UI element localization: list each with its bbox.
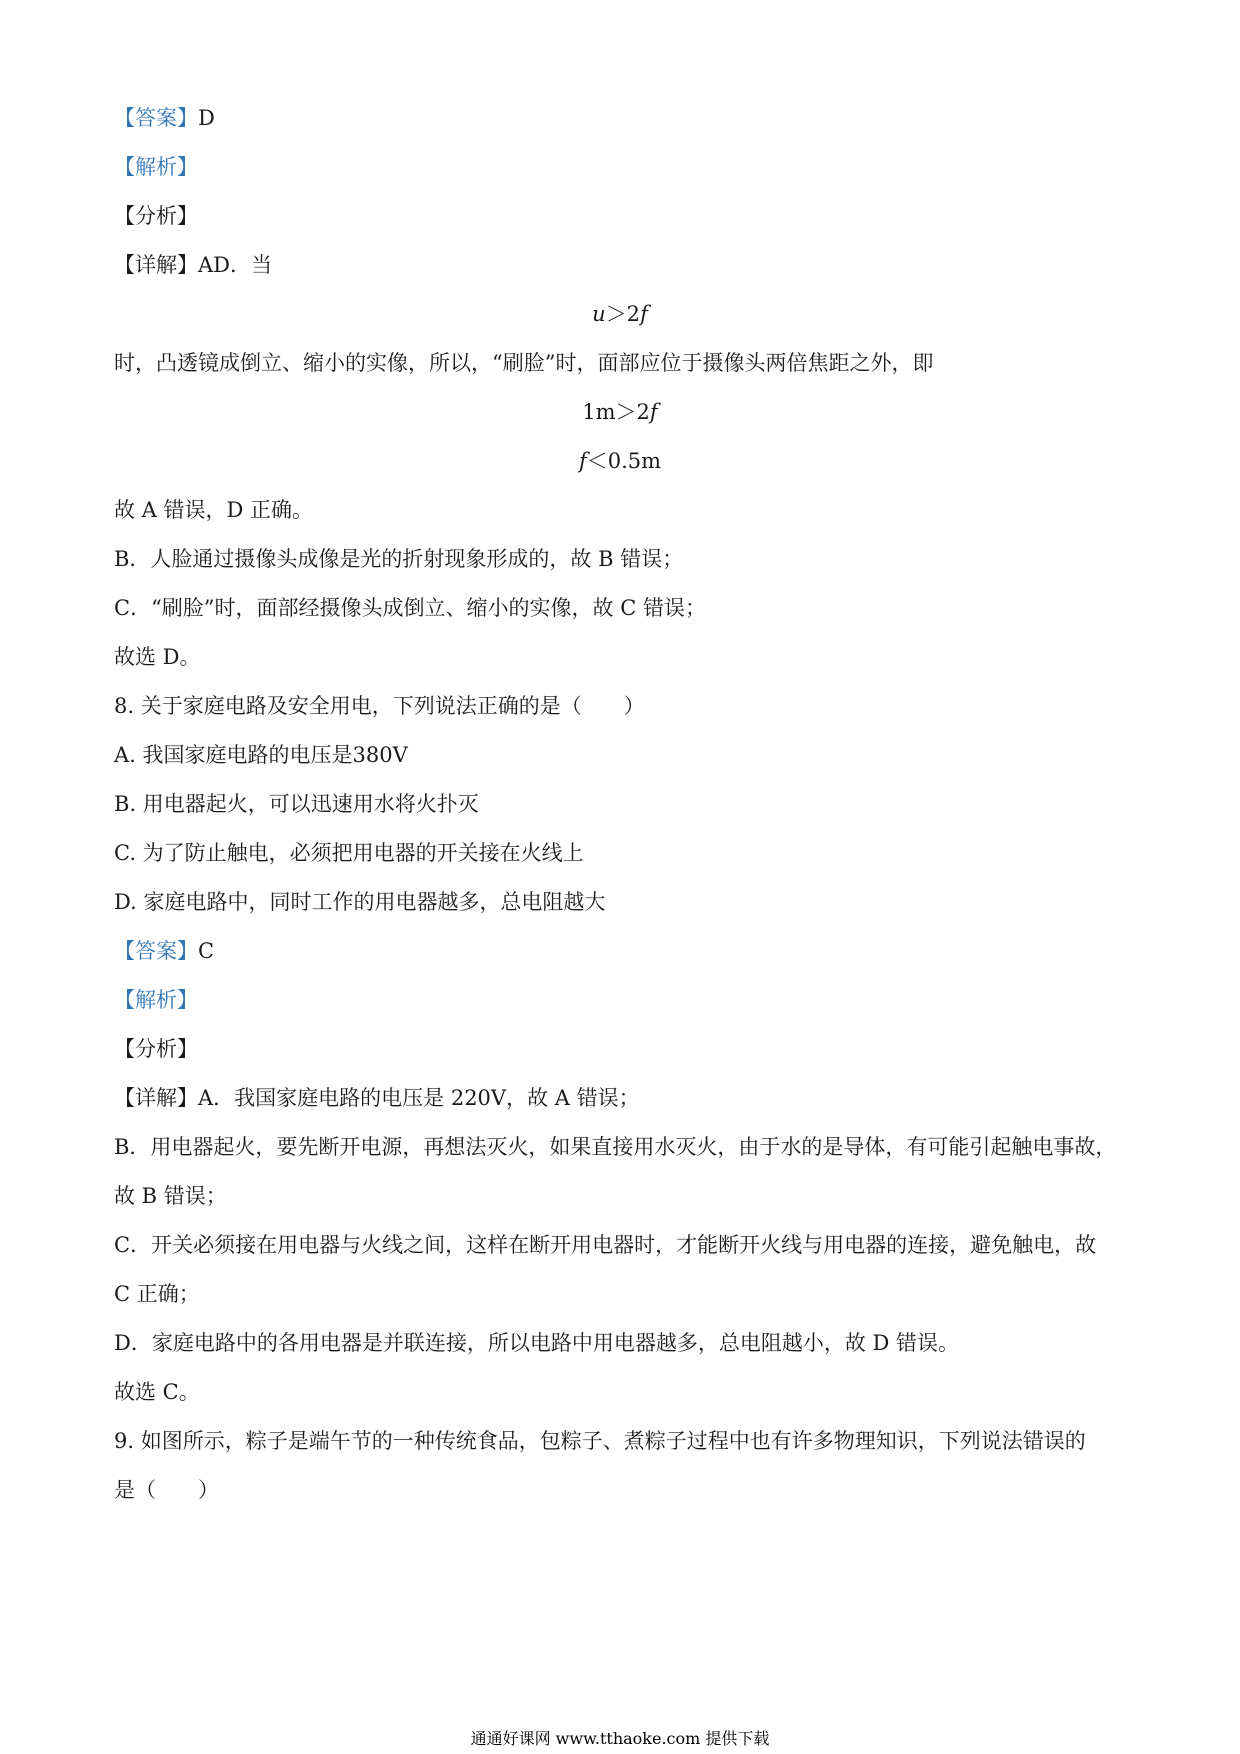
- formula-1m-gt-2f: 1m＞2f: [582, 400, 658, 424]
- q8-fenxi-tag: 【分析】: [114, 1037, 198, 1061]
- q8-b-line-2: 故 B 错误；: [114, 1184, 227, 1208]
- q8-c-line-1: C．开关必须接在用电器与火线之间，这样在断开用电器时，才能断开火线与用电器的连接，避免触电，故: [114, 1233, 1097, 1257]
- q8-question: 8. 关于家庭电路及安全用电，下列说法正确的是（ ）: [114, 694, 645, 718]
- q8-choose-line: 故选 C。: [114, 1380, 200, 1404]
- q8-analysis-tag: 【解析】: [114, 988, 198, 1012]
- q8-detail-line: [114, 1084, 640, 1112]
- q9-line-2: 是（ ）: [114, 1478, 219, 1502]
- q8-d-line: D．家庭电路中的各用电器是并联连接，所以电路中用电器越多，总电阻越小，故 D 错误。: [114, 1331, 960, 1355]
- q8-option-a: A. 我国家庭电路的电压是380V: [114, 743, 408, 767]
- footer-source: 通通好课网 www.tthaoke.com 提供下载: [470, 1729, 770, 1748]
- analysis-tag-1: 【解析】: [114, 155, 198, 179]
- answer-line-1: [114, 104, 215, 132]
- q8-option-d: D. 家庭电路中，同时工作的用电器越多，总电阻越大: [114, 890, 606, 914]
- convex-lens-line: 时，凸透镜成倒立、缩小的实像，所以，“刷脸”时，面部应位于摄像头两倍焦距之外，即: [114, 351, 934, 375]
- answer-value: D: [198, 106, 215, 130]
- answer-tag: 【答案】: [114, 106, 198, 130]
- q8-c-line-2: C 正确；: [114, 1282, 200, 1306]
- choose-d-line: 故选 D。: [114, 645, 201, 669]
- answer-value: C: [198, 939, 215, 963]
- detail-line-1: [114, 251, 272, 279]
- q8-option-c: C. 为了防止触电，必须把用电器的开关接在火线上: [114, 841, 584, 865]
- formula-u-gt-2f: u＞2f: [592, 302, 648, 326]
- answer-tag: 【答案】: [114, 939, 198, 963]
- detail-text: AD．当: [198, 253, 273, 277]
- b-line: B．人脸通过摄像头成像是光的折射现象形成的，故 B 错误；: [114, 547, 684, 571]
- q8-b-line-1: B．用电器起火，要先断开电源，再想法灭火，如果直接用水灭火，由于水的是导体，有可能引起触电事故，: [114, 1135, 1117, 1159]
- c-line: C．“刷脸”时，面部经摄像头成倒立、缩小的实像，故 C 错误；: [114, 596, 706, 620]
- detail-tag: 【详解】: [114, 253, 198, 277]
- detail-tag: 【详解】: [114, 1086, 198, 1110]
- q8-answer-line: [114, 937, 214, 965]
- q9-line-1: 9. 如图所示，粽子是端午节的一种传统食品，包粽子、煮粽子过程中也有许多物理知识，下列说法错误的: [114, 1429, 1086, 1453]
- detail-text: A．我国家庭电路的电压是 220V，故 A 错误；: [198, 1086, 640, 1110]
- q8-option-b: B. 用电器起火，可以迅速用水将火扑灭: [114, 792, 479, 816]
- a-wrong-line: 故 A 错误，D 正确。: [114, 498, 314, 522]
- fenxi-tag-1: 【分析】: [114, 204, 198, 228]
- formula-f-lt-05m: f＜0.5m: [578, 449, 662, 473]
